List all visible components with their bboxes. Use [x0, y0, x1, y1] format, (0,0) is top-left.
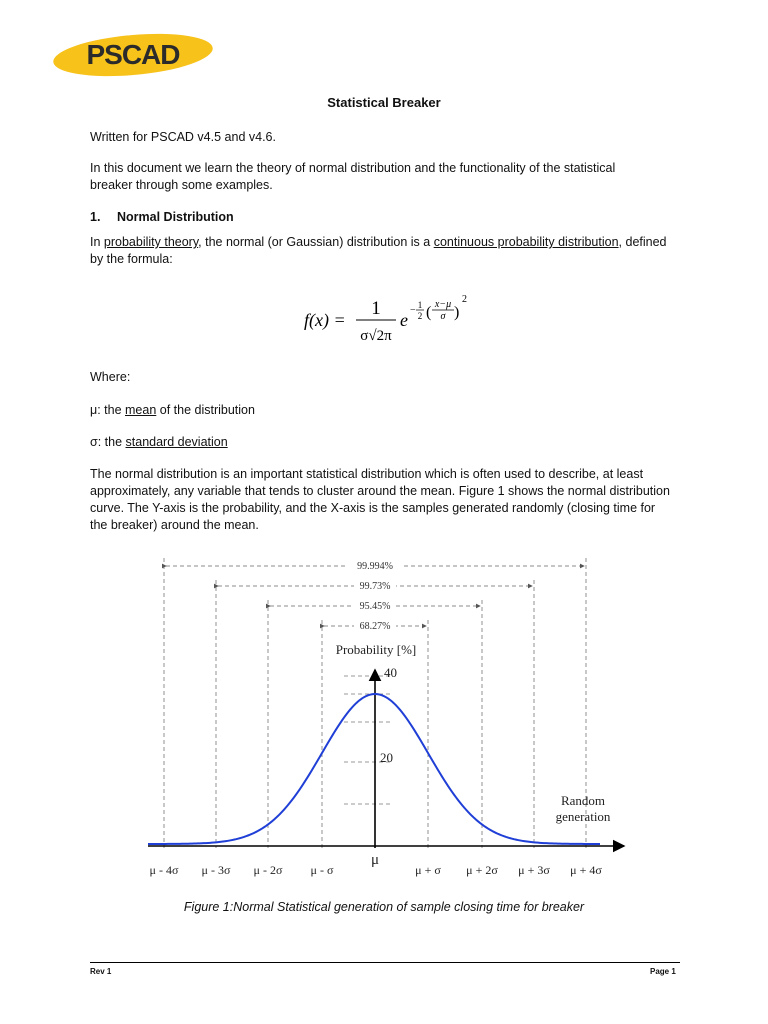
range-label-1sigma: 68.27%	[359, 621, 391, 632]
exp-num: x−μ	[434, 299, 452, 310]
section-number: 1.	[90, 210, 101, 224]
mu-rest-text: of the distribution	[156, 403, 255, 417]
continuous-probability-distribution-link[interactable]: continuous probability distribution	[433, 235, 619, 249]
exp-den: σ	[440, 311, 446, 322]
x-tick-label: μ + 3σ	[518, 863, 550, 877]
mean-link[interactable]: mean	[125, 403, 157, 417]
document-title: Statistical Breaker	[327, 95, 441, 110]
written-for-line: Written for PSCAD v4.5 and v4.6.	[90, 130, 276, 144]
normal-distribution-figure	[130, 548, 640, 888]
x-tick-label: μ + σ	[415, 863, 441, 877]
sigma-definition	[90, 434, 228, 451]
probability-theory-link[interactable]: probability theory	[103, 235, 199, 249]
formula-base-e: e	[400, 310, 408, 330]
footer-divider	[90, 962, 680, 963]
definition-text-3: , defined by the formula:	[90, 235, 667, 266]
range-arrows	[166, 566, 584, 626]
exp-half-den: 2	[417, 311, 423, 321]
normal-distribution-description: The normal distribution is an important statistical distribution which is often used to describe, at least approximately, any variable that tends to cluster around the mean. Figure 1 shows the normal distribution curve. The Y-axis is the probability, and the X-axis is the samples generated randomly (closing time for the breaker) around the mean.	[90, 467, 670, 532]
x-axis-label-line1: Random	[560, 793, 606, 808]
exp-half-num: 1	[417, 300, 423, 310]
y-axis-label: Probability [%]	[335, 642, 417, 657]
range-label-2sigma: 95.45%	[359, 601, 391, 612]
formula-denominator: σ√2π	[360, 328, 392, 344]
y-tick-40: 40	[384, 665, 397, 680]
x-tick-label: μ - 4σ	[149, 863, 179, 877]
x-axis-label-line2: generation	[555, 809, 611, 824]
definition-paragraph	[90, 234, 670, 268]
section-heading-text: Normal Distribution	[117, 210, 234, 224]
definition-text-1: In	[90, 235, 104, 249]
y-tick-20: 20	[380, 750, 393, 765]
range-label-4sigma: 99.994%	[357, 561, 393, 572]
formula-numerator: 1	[371, 298, 381, 319]
sigma-symbol-text: σ: the	[90, 435, 126, 449]
exp-close-paren: )	[454, 304, 460, 321]
where-label: Where:	[90, 370, 131, 384]
exp-sign: −	[410, 305, 416, 316]
footer-page-number: Page 1	[650, 967, 676, 976]
footer-revision: Rev 1	[90, 967, 112, 976]
formula-lhs: f(x) =	[304, 310, 346, 330]
mu-symbol-text: μ: the	[90, 403, 125, 417]
intro-paragraph: In this document we learn the theory of normal distribution and the functionality of the statistical breaker through some examples.	[90, 161, 616, 192]
exp-open-paren: (	[426, 304, 432, 321]
x-tick-label: μ - 3σ	[201, 863, 231, 877]
x-tick-label: μ + 4σ	[570, 863, 602, 877]
exp-power: 2	[462, 294, 467, 305]
standard-deviation-link[interactable]: standard deviation	[125, 435, 228, 449]
logo-text: PSCAD	[86, 39, 180, 70]
pscad-logo	[52, 33, 214, 77]
normal-distribution-formula	[296, 288, 496, 348]
definition-text-2: , the normal (or Gaussian) distribution is a	[198, 235, 434, 249]
x-tick-label: μ	[370, 852, 380, 868]
x-tick-label: μ - 2σ	[253, 863, 283, 877]
mu-definition	[90, 402, 255, 419]
x-tick-label: μ + 2σ	[466, 863, 498, 877]
range-label-3sigma: 99.73%	[359, 581, 391, 592]
figure-caption: Figure 1:Normal Statistical generation of sample closing time for breaker	[183, 900, 585, 914]
section-heading-normal-distribution	[90, 209, 234, 226]
x-tick-label: μ - σ	[310, 863, 334, 877]
